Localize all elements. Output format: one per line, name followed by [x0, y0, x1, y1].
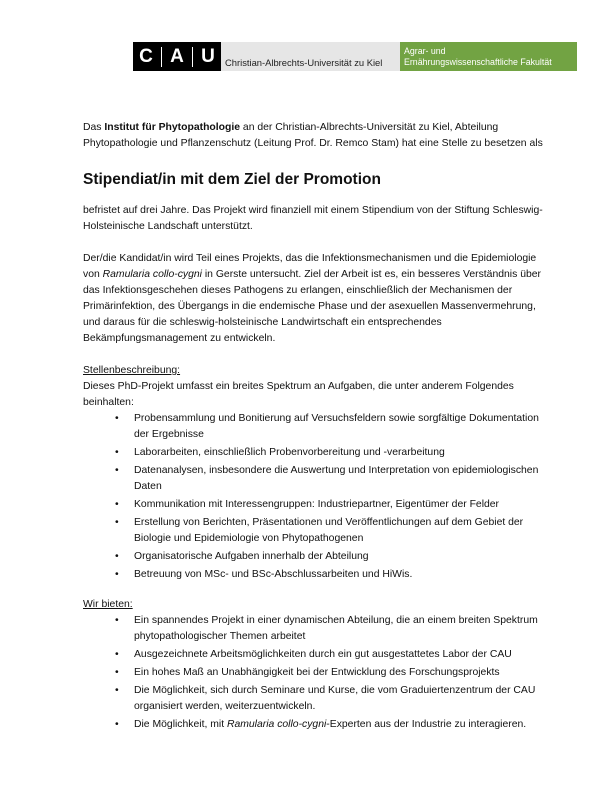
- list-item: [83, 567, 553, 583]
- list-item: [83, 683, 553, 715]
- list-item-text: Organisatorische Aufgaben innerhalb der Abteilung: [134, 551, 369, 562]
- logo-divider: [192, 47, 193, 67]
- funding-paragraph: befristet auf drei Jahre. Das Projekt wird finanziell mit einem Stipendium von der Stiftung Schleswig-Holsteinische Landschaft unterstützt.: [83, 205, 543, 232]
- project-text-start: Der/die Kandidat/in wird Teil eines Projekts, das die Infektionsmechanismen und die Epidemiologie von: [83, 253, 537, 280]
- list-item-text: Probensammlung und Bonitierung auf Versuchsfeldern sowie sorgfältige Dokumentation der Ergebnisse: [134, 413, 539, 440]
- list-item: [83, 665, 553, 681]
- species-name: Ramularia collo-cygni: [102, 269, 202, 280]
- intro-paragraph: [83, 120, 553, 152]
- logo-divider: [161, 47, 162, 67]
- list-item-text: -Experten aus der Industrie zu interagieren.: [326, 719, 527, 730]
- list-item: [83, 647, 553, 663]
- bullet-icon: •: [115, 649, 119, 660]
- bullet-icon: •: [115, 447, 119, 458]
- university-name: Christian-Albrechts-Universität zu Kiel: [221, 42, 400, 71]
- list-item-text: Kommunikation mit Interessengruppen: Industriepartner, Eigentümer der Felder: [134, 499, 500, 510]
- offer-heading: Wir bieten:: [83, 599, 133, 610]
- header-banner: [133, 42, 577, 71]
- list-item-text: Die Möglichkeit, mit: [134, 719, 227, 730]
- list-item-text: Erstellung von Berichten, Präsentationen und Veröffentlichungen auf dem Gebiet der Biologie und Epidemiologie von Phytopathogenen: [134, 517, 524, 544]
- intro-text-end: an der Christian-Albrechts-Universität zu Kiel, Abteilung Phytopathologie und Pflanzenschutz (Leitung Prof. Dr. Remco Stam) hat eine Stelle zu besetzen als: [83, 122, 543, 149]
- list-item-text: Datenanalysen, insbesondere die Auswertung und Interpretation von epidemiologischen Daten: [134, 465, 539, 492]
- logo-letter-c: C: [139, 45, 153, 67]
- bullet-icon: •: [115, 667, 119, 678]
- bullet-icon: •: [115, 615, 119, 626]
- logo-letter-a: A: [170, 45, 184, 67]
- bullet-icon: •: [115, 719, 119, 730]
- bullet-icon: •: [115, 465, 119, 476]
- bullet-icon: •: [115, 551, 119, 562]
- bullet-icon: •: [115, 569, 119, 580]
- list-item-text: Ausgezeichnete Arbeitsmöglichkeiten durch ein gut ausgestattetes Labor der CAU: [134, 649, 512, 660]
- institute-name: Institut für Phytopathologie: [104, 122, 241, 133]
- list-item: [83, 445, 553, 461]
- bullet-icon: •: [115, 517, 119, 528]
- position-title: Stipendiat/in mit dem Ziel der Promotion: [83, 171, 381, 188]
- offer-list: [83, 613, 553, 733]
- list-item: [83, 497, 553, 513]
- document-body: [83, 120, 553, 735]
- bullet-icon: •: [115, 685, 119, 696]
- description-lead: Dieses PhD-Projekt umfasst ein breites Spektrum an Aufgaben, die unter anderem Folgendes beinhalten:: [83, 381, 514, 408]
- list-item: [83, 613, 553, 645]
- list-item: [83, 463, 553, 495]
- list-item-text: Laborarbeiten, einschließlich Probenvorbereitung und -verarbeitung: [134, 447, 445, 458]
- description-heading: Stellenbeschreibung:: [83, 365, 181, 376]
- list-item: [83, 411, 553, 443]
- list-item-text: Die Möglichkeit, sich durch Seminare und Kurse, die vom Graduiertenzentrum der CAU organisiert werden, weiterzuentwickeln.: [134, 685, 536, 712]
- list-item: [83, 549, 553, 565]
- project-text-end: in Gerste untersucht. Ziel der Arbeit ist es, ein besseres Verständnis über das Infektionsgeschehen dieses Pathogens zu erlangen, einschließlich der Mechanismen der Primärinfektion, des Übergangs in die endemische Phase und der asexuellen Massenvermehrung, und daraus für die schleswig-holsteinische Landwirtschaft ein entsprechendes Bekämpfungsmanagement zu entwickeln.: [83, 269, 541, 344]
- species-name: Ramularia collo-cygni: [226, 719, 327, 730]
- bullet-icon: •: [115, 499, 119, 510]
- faculty-name: [400, 42, 577, 71]
- bullet-icon: •: [115, 413, 119, 424]
- intro-text-start: Das: [83, 122, 105, 133]
- faculty-line-1: Agrar- und: [404, 46, 446, 56]
- faculty-line-2: Ernährungswissenschaftliche Fakultät: [404, 57, 552, 67]
- list-item: [83, 717, 553, 733]
- list-item-text: Ein spannendes Projekt in einer dynamischen Abteilung, die an einem breiten Spektrum phytopathologischer Themen arbeitet: [134, 615, 538, 642]
- list-item: [83, 515, 553, 547]
- list-item-text: Ein hohes Maß an Unabhängigkeit bei der Entwicklung des Forschungsprojekts: [134, 667, 500, 678]
- project-paragraph: [83, 251, 553, 347]
- logo-letter-u: U: [201, 45, 215, 67]
- task-list: [83, 411, 553, 583]
- list-item-text: Betreuung von MSc- und BSc-Abschlussarbeiten und HiWis.: [134, 569, 413, 580]
- cau-logo: [133, 42, 221, 71]
